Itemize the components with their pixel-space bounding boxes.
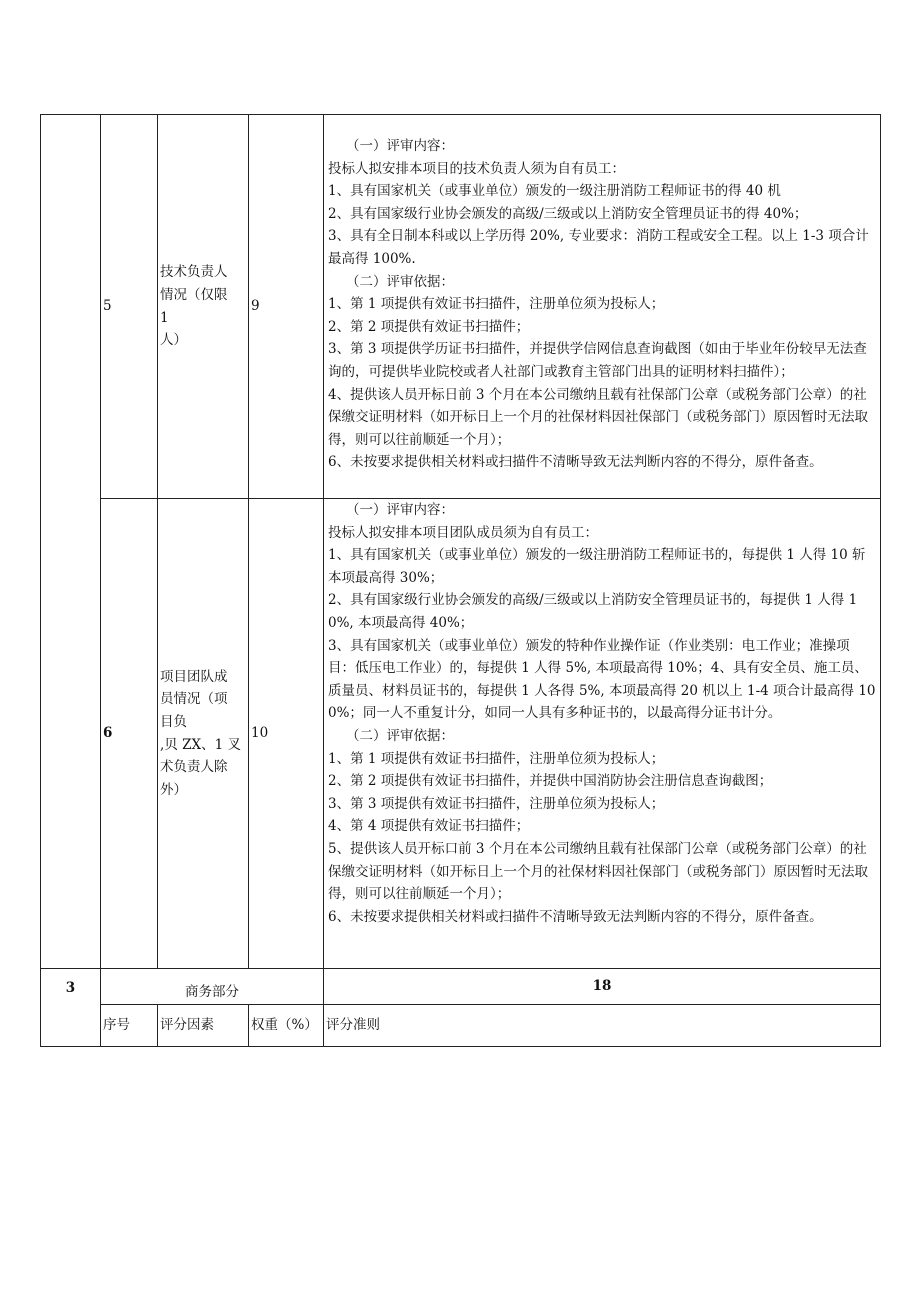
factor-line: 目负 [160, 713, 187, 730]
section-row [41, 969, 881, 1005]
criteria-heading: （一）评审内容： [346, 138, 454, 154]
table-row [41, 115, 881, 499]
factor-line: 情况（仅限 [160, 286, 228, 303]
weight-text: 9 [251, 298, 260, 315]
factor-line: 项目团队成 [160, 668, 228, 685]
scoring-table-page [40, 114, 880, 1047]
criteria-line: 4、第 4 项提供有效证书扫描件； [328, 818, 530, 835]
criteria-line: 1、具有国家机关（或事业单位）颁发的一级注册消防工程师证书的得 40 机 [328, 183, 781, 200]
criteria-line: 1、具有国家机关（或事业单位）颁发的一级注册消防工程师证书的，每提供 1 人得 10 斩本项最高得 30%； [328, 547, 866, 586]
column-header-factor [158, 1005, 249, 1047]
section-number-text: 3 [65, 980, 76, 996]
criteria-line: 2、具有国家级行业协会颁发的高级/三级或以上消防安全管理员证书的得 40%； [328, 205, 808, 222]
item-number [101, 115, 158, 499]
column-header-text: 权重（%） [251, 1017, 318, 1034]
criteria-line: 投标人拟安排本项目团队成员须为自有员工： [328, 524, 598, 541]
column-header-weight [249, 1005, 324, 1047]
criteria-line: 6、未按要求提供相关材料或扫描件不清晰导致无法判断内容的不得分，原件备查。 [328, 908, 823, 925]
section-number [41, 969, 101, 1047]
factor-line: 外） [160, 781, 187, 798]
criteria-heading: （二）评审依据： [346, 727, 454, 744]
section-score-text: 18 [592, 978, 612, 995]
criteria-heading: （一）评审内容： [346, 502, 454, 518]
table-header-row [41, 1005, 881, 1047]
criteria-line: 2、第 2 项提供有效证书扫描件，并提供中国消防协会注册信息查询截图； [328, 773, 773, 790]
item-number-text: 5 [103, 298, 112, 315]
criteria-line: 3、具有国家机关（或事业单位）颁发的特种作业操作证（作业类别：电工作业；准操项目：低压电工作业）的，每提供 1 人得 5%, 本项最高得 10%；4、具有安全员、施工员、质量员、材料员证书的，每提供 1 人各得 5%, 本项最高得 20 机以上 1-4 项合计最高得 100%；同一人不重复计分，如同一人具有多种证书的，以最高得分证书计分。 [328, 637, 876, 722]
criteria-line: 1、第 1 项提供有效证书扫描件，注册单位须为投标人； [328, 296, 665, 313]
section-score [324, 969, 881, 1005]
criteria-line: 3、第 3 项提供学历证书扫描件，并提供学信网信息查询截图（如由于毕业年份较早无法查询的，可提供毕业院校或者人社部门或教育主管部门出具的证明材料扫描件）； [328, 341, 867, 380]
column-header-text: 评分准则 [326, 1017, 380, 1034]
factor-line: 1 [160, 309, 169, 326]
criteria-line: 2、第 2 项提供有效证书扫描件； [328, 318, 530, 335]
scoring-factor [158, 499, 249, 969]
column-header-text: 评分因素 [160, 1017, 214, 1034]
criteria-line: 投标人拟安排本项目的技术负责人须为自有员工： [328, 160, 625, 177]
criteria-line: 4、提供该人员开标日前 3 个月在本公司缴纳且载有社保部门公章（或税务部门公章）的社保缴交证明材料（如开标日上一个月的社保材料因社保部门（或税务部门）原因暂时无法取得，则可以往前顺延一个月）； [328, 386, 868, 448]
weight-text: 10 [251, 725, 269, 742]
criteria-line: 2、具有国家级行业协会颁发的高级/三级或以上消防安全管理员证书的，每提供 1 人得 10%, 本项最高得 40%； [328, 592, 858, 631]
factor-line: 术负责人除 [160, 759, 228, 776]
section-2-group-cell [41, 115, 101, 969]
item-number-text: 6 [103, 725, 113, 742]
column-header-text: 序号 [103, 1017, 130, 1034]
factor-line: 人） [160, 332, 187, 349]
criteria-line: 3、第 3 项提供有效证书扫描件，注册单位须为投标人； [328, 795, 665, 812]
table-row [41, 499, 881, 969]
scoring-factor [158, 115, 249, 499]
item-number [101, 499, 158, 969]
criteria-heading: （二）评审依据： [346, 273, 454, 290]
section-title-text: 商务部分 [185, 984, 239, 1001]
column-header-seq [101, 1005, 158, 1047]
criteria-line: 6、未按要求提供相关材料或扫描件不清晰导致无法判断内容的不得分，原件备查。 [328, 454, 823, 471]
weight-value [249, 499, 324, 969]
criteria-line: 1、第 1 项提供有效证书扫描件，注册单位须为投标人； [328, 750, 665, 767]
factor-line: ,贝 ZX、1 叉 [160, 736, 241, 753]
factor-line: 技术负责人 [160, 264, 228, 281]
section-title [101, 969, 324, 1005]
weight-value [249, 115, 324, 499]
column-header-criteria [324, 1005, 881, 1047]
scoring-criteria [324, 499, 881, 969]
criteria-line: 3、具有全日制本科或以上学历得 20%, 专业要求：消防工程或安全工程。以上 1-3 项合计最高得 100%. [328, 228, 869, 267]
scoring-criteria [324, 115, 881, 499]
criteria-line: 5、提供该人员开标口前 3 个月在本公司缴纳且载有社保部门公章（或税务部门公章）的社保缴交证明材料（如开标日上一个月的社保材料因社保部门（或税务部门）原因暂时无法取得，则可以往前顺延一个月）； [328, 840, 868, 903]
scoring-table [40, 114, 881, 1047]
factor-line: 员情况（项 [160, 691, 228, 708]
